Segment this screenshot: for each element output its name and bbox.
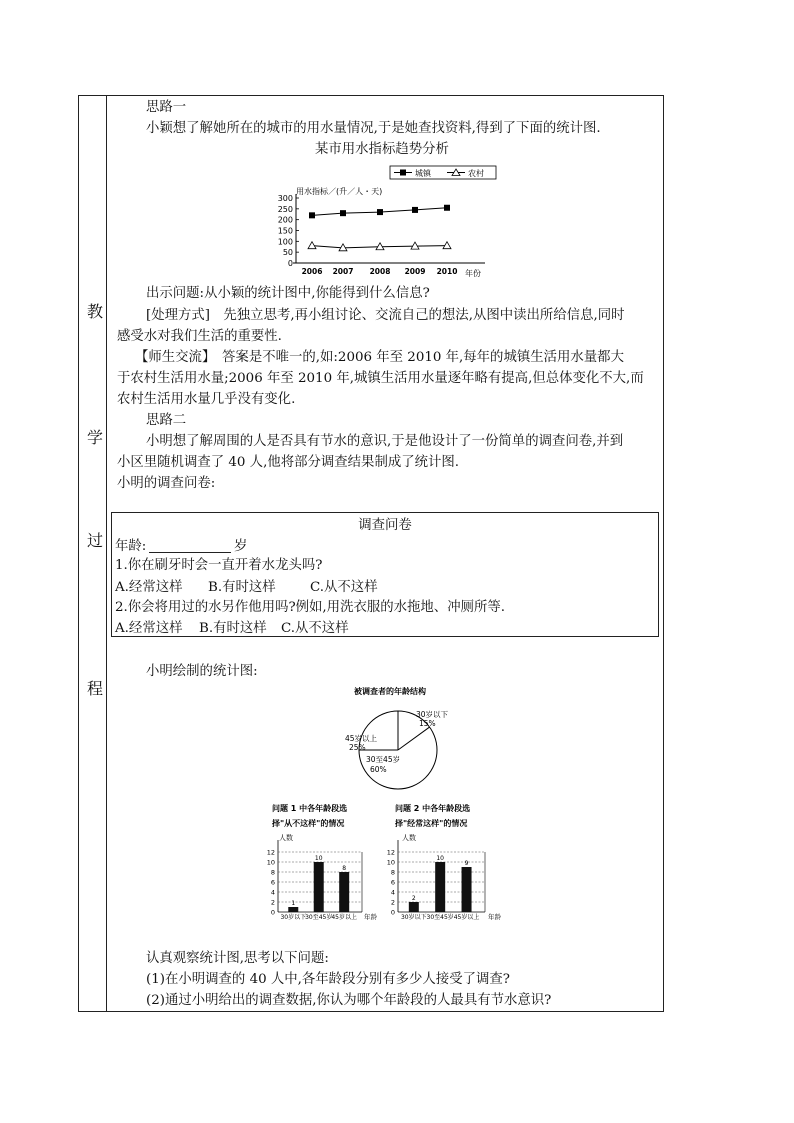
bar-y-tick-6: 6 [390,878,395,887]
bar-q2-title-2: 择"经常这样"的情况 [395,819,468,828]
side-label-cheng: 程 [86,679,103,698]
survey-q2: 2.你会将用过的水另作他用吗?例如,用洗衣服的水拖地、冲厕所等. [115,600,506,615]
bar-y-tick-10: 10 [386,858,395,867]
side-label-xue: 学 [86,428,103,447]
bar-30至45岁 [435,862,445,912]
bar-q1-title-2: 择"从不这样"的情况 [272,819,345,828]
point-城镇-2010 [444,205,450,211]
bar-y-tick-0: 0 [270,908,275,917]
y-tick-label-250: 250 [277,204,293,214]
y-tick-label-50: 50 [282,248,293,258]
pie-label-under30: 30岁以下 [416,710,449,719]
bar-y-tick-4: 4 [270,888,275,897]
bar-y-tick-6: 6 [270,878,275,887]
method-line-2: 感受水对我们生活的重要性. [117,329,282,344]
bar-y-tick-2: 2 [390,898,395,907]
bar-category-30至45岁: 30至45岁 [305,914,333,921]
survey-q1: 1.你在刷牙时会一直开着水龙头吗? [115,558,323,573]
bar-category-30岁以下: 30岁以下 [400,914,427,921]
survey-q1-opt-b: B.有时这样 [208,580,276,595]
line-chart-ylabel: 用水指标／(升／人・天) [296,187,383,196]
point-城镇-2007 [340,210,346,216]
bar-q1-bars [280,855,357,921]
bar-value-30岁以下: 2 [411,895,416,902]
bar-y-tick-8: 8 [390,868,395,877]
survey-title: 调查问卷 [358,518,412,533]
bar-45岁以上 [462,867,472,912]
bar-q1-xlabel: 年龄 [364,913,377,921]
bar-value-45岁以上: 9 [464,860,469,867]
bar-category-30岁以下: 30岁以下 [280,914,307,921]
survey-q1-opt-a: A.经常这样 [115,580,183,595]
x-tick-label-2009: 2009 [404,267,426,276]
question-ask: 出示问题:从小颖的统计图中,你能得到什么信息? [146,286,430,301]
pie-title: 被调查者的年龄结构 [354,687,426,696]
survey-q1-opt-c: C.从不这样 [310,580,378,595]
bar-q1-title-1: 问题 1 中各年龄段选 [272,804,348,813]
pie-label-over45: 45岁以上 [345,734,378,743]
x-tick-label-2007: 2007 [332,267,354,276]
bar-q2-ylabel: 人数 [402,834,416,842]
point-农村-2010 [443,242,451,249]
bar-category-45岁以上: 45岁以上 [453,914,480,921]
survey-box [111,512,659,637]
method-line-1: [处理方式] 先独立思考,再小组讨论、交流自己的想法,从图中读出所给信息,同时 [146,308,625,323]
bar-q2-bars [401,855,479,921]
idea2-line-1: 小明想了解周围的人是否具有节水的意识,于是他设计了一份简单的调查问卷,并到 [146,434,624,449]
bar-chart-q1 [262,800,384,926]
exchange-line-1: 【师生交流】 答案是不唯一的,如:2006 年至 2010 年,每年的城镇生活用水量都大 [135,350,624,365]
y-tick-label-0: 0 [287,259,293,268]
pie-pct-over45: 25% [349,743,366,752]
bar-y-tick-0: 0 [390,908,395,917]
line-chart [260,160,510,282]
xiaoming-chart-label: 小明绘制的统计图: [146,664,258,679]
bar-chart-q2 [385,800,510,926]
survey-q2-opt-c: C.从不这样 [281,621,349,636]
line-chart-legend [390,166,496,179]
pie-label-30to45: 30至45岁 [366,755,401,764]
point-农村-2006 [308,242,316,249]
side-label-jiao: 教 [86,302,103,321]
bar-q2-xlabel: 年龄 [488,913,501,921]
point-城镇-2008 [377,209,383,215]
bar-30至45岁 [314,862,324,912]
idea1-heading: 思路一 [146,100,187,115]
bar-45岁以上 [339,872,349,912]
y-tick-label-150: 150 [277,226,293,236]
point-城镇-2006 [309,212,315,218]
legend-town: 城镇 [415,169,431,178]
line-chart-series [308,205,451,251]
y-tick-label-200: 200 [277,215,293,225]
bar-30岁以下 [288,907,298,912]
bar-value-30至45岁: 10 [436,855,445,862]
bar-y-tick-12: 12 [266,848,275,857]
pie-chart [320,683,460,793]
idea1-intro: 小颖想了解她所在的城市的用水量情况,于是她查找资料,得到了下面的统计图. [146,121,601,136]
idea2-line-2: 小区里随机调查了 40 人,他将部分调查结果制成了统计图. [117,455,460,470]
survey-q2-opt-b: B.有时这样 [199,621,267,636]
side-label-guo: 过 [86,531,103,550]
line-chart-x-ticks [302,267,458,276]
idea2-heading: 思路二 [146,413,187,428]
y-tick-label-300: 300 [277,194,293,203]
column-separator [106,95,107,1012]
pie-pct-30to45: 60% [370,765,387,774]
line-chart-xlabel: 年份 [465,269,481,278]
survey-q2-opt-a: A.经常这样 [115,621,183,636]
legend-village: 农村 [468,169,484,178]
bar-category-30至45岁: 30至45岁 [426,914,454,921]
closing-intro: 认真观察统计图,思考以下问题: [146,951,329,966]
x-tick-label-2006: 2006 [301,267,323,276]
line-chart-title: 某市用水指标趋势分析 [315,142,449,157]
survey-age-label: 年龄: [115,539,147,554]
pie-pct-under30: 15% [419,719,436,728]
closing-q1: (1)在小明调查的 40 人中,各年龄段分别有多少人接受了调查? [146,972,510,987]
bar-value-30岁以下: 1 [291,900,296,907]
bar-y-tick-12: 12 [386,848,395,857]
bar-q2-title-1: 问题 2 中各年龄段选 [395,804,471,813]
exchange-line-3: 农村生活用水量几乎没有变化. [117,392,296,407]
y-tick-label-100: 100 [277,237,293,247]
bar-y-tick-8: 8 [270,868,275,877]
survey-age-unit: 岁 [234,539,248,554]
bar-y-tick-10: 10 [266,858,275,867]
x-tick-label-2008: 2008 [369,267,391,276]
bar-value-30至45岁: 10 [314,855,323,862]
bar-30岁以下 [409,902,419,912]
bar-y-tick-2: 2 [270,898,275,907]
legend-square-icon [400,170,406,176]
idea2-line-3: 小明的调查问卷: [117,476,216,491]
x-tick-label-2010: 2010 [436,267,458,276]
exchange-line-2: 于农村生活用水量;2006 年至 2010 年,城镇生活用水量逐年略有提高,但总体变化不大,而 [117,371,644,386]
point-城镇-2009 [412,207,418,213]
bar-y-tick-4: 4 [390,888,395,897]
age-blank-line [149,552,231,553]
closing-q2: (2)通过小明给出的调查数据,你认为哪个年龄段的人最具有节水意识? [146,993,552,1008]
bar-value-45岁以上: 8 [342,865,347,872]
bar-category-45岁以上: 45岁以上 [331,914,358,921]
bar-q1-ylabel: 人数 [279,834,293,842]
